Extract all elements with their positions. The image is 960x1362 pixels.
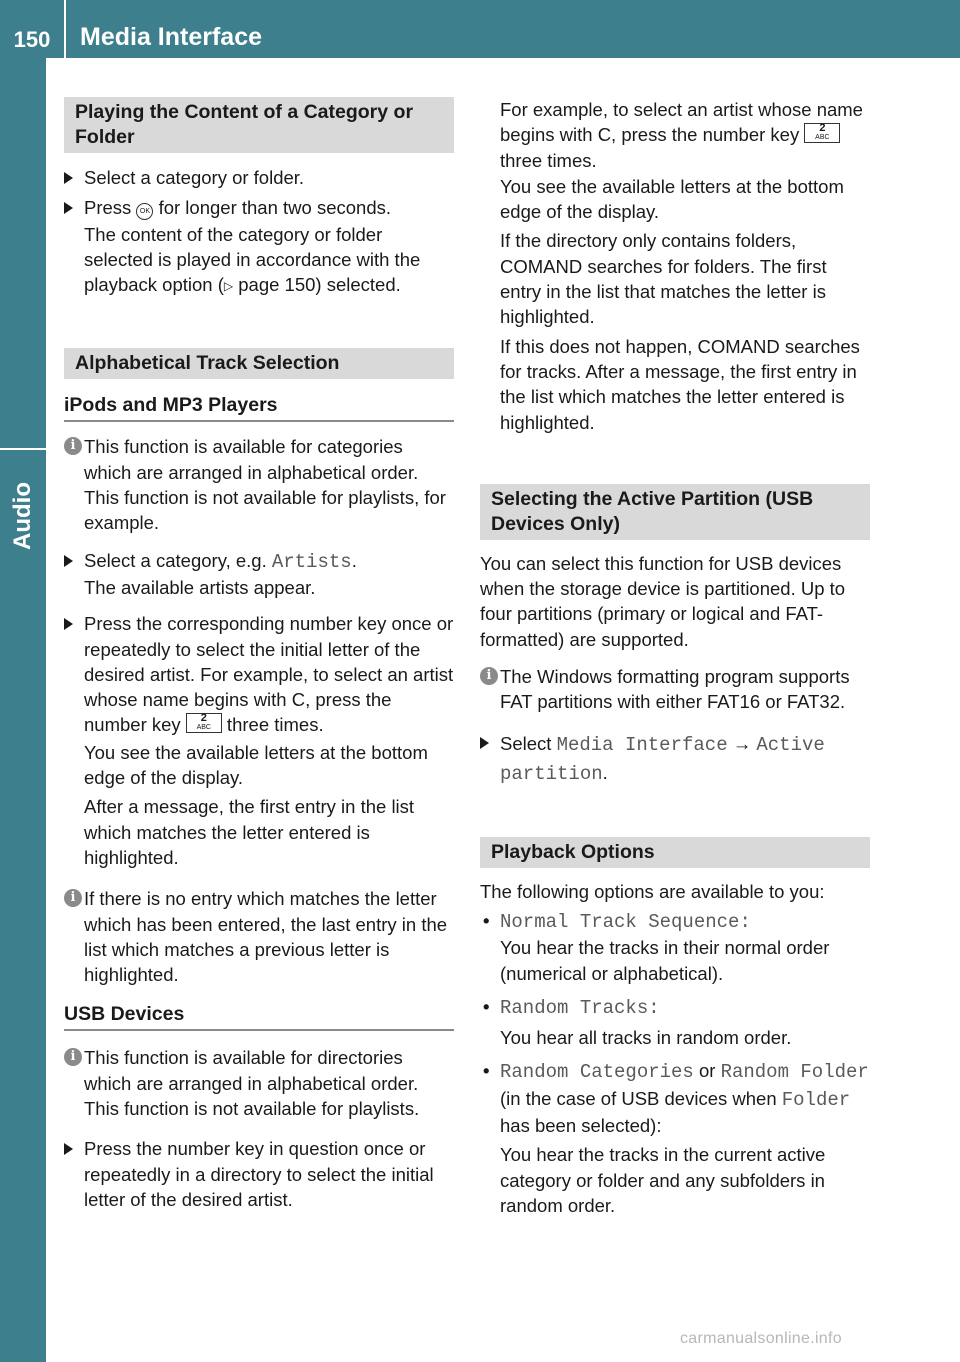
watermark: carmanualsonline.info bbox=[680, 1330, 842, 1347]
section-sidebar bbox=[0, 58, 46, 1362]
section-heading: Playback Options bbox=[480, 837, 870, 868]
paragraph: If the directory only contains folders, COMAND searches for folders. The first entry in the list that matches the letter is highlighted. bbox=[500, 230, 827, 328]
header-divider bbox=[64, 0, 66, 58]
info-icon: i bbox=[64, 437, 82, 455]
subheading: iPods and MP3 Players bbox=[64, 393, 454, 422]
bullet-icon: • bbox=[483, 1060, 490, 1082]
section-heading: Selecting the Active Partition (USB Devices Only) bbox=[480, 484, 870, 540]
chapter-title: Media Interface bbox=[80, 23, 263, 51]
left-column bbox=[64, 97, 454, 1212]
number-key-2-icon: 2 ABC bbox=[186, 713, 222, 733]
section-heading: Alphabetical Track Selection bbox=[64, 348, 454, 379]
list-item-description: You hear the tracks in the current active category or folder and any subfolders in random order. bbox=[500, 1144, 826, 1216]
list-item: • Random Tracks: bbox=[483, 995, 660, 1019]
step-arrow-icon bbox=[64, 1143, 73, 1155]
info-note: i This function is available for directories which are arranged in alphabetical order. This function is not available for playlists. bbox=[64, 1045, 454, 1121]
section-heading: Playing the Content of a Category or Folder bbox=[64, 97, 454, 153]
instruction-step: Select Media Interface → Active partition. bbox=[480, 730, 870, 788]
info-note: i The Windows formatting program supports FAT partitions with either FAT16 or FAT32. bbox=[480, 664, 870, 715]
step-result: You see the available letters at the bottom edge of the display. bbox=[84, 741, 428, 789]
paragraph: You see the available letters at the bottom edge of the display. bbox=[500, 175, 844, 223]
paragraph: If this does not happen, COMAND searches for tracks. After a message, the first entry in the list which matches the letter entered is highlighted. bbox=[500, 335, 860, 433]
step-arrow-icon bbox=[64, 172, 73, 184]
step-arrow-icon bbox=[64, 618, 73, 630]
sidebar-divider bbox=[0, 448, 46, 450]
paragraph: The following options are available to you: bbox=[480, 880, 825, 902]
instruction-step: Press the corresponding number key once or repeatedly to select the initial letter of the desired artist. For example, to select an artist whose name begins with C, press the number key 2 ABC three times. bbox=[64, 611, 454, 737]
section-tab-label: Audio bbox=[9, 482, 36, 550]
list-item: • Random Categories or Random Folder (in the case of USB devices when Folder has been selected): bbox=[483, 1060, 869, 1137]
bullet-icon: • bbox=[483, 995, 490, 1017]
step-arrow-icon bbox=[64, 202, 73, 214]
ok-button-icon: OK bbox=[136, 203, 153, 220]
info-icon: i bbox=[480, 667, 498, 685]
info-icon: i bbox=[64, 1048, 82, 1066]
instruction-step: Select a category or folder. bbox=[64, 165, 454, 190]
step-result: The content of the category or folder selected is played in accordance with the playback option (▷ page 150) selected. bbox=[84, 223, 421, 296]
step-arrow-icon bbox=[64, 555, 73, 567]
menu-item-code: Artists bbox=[271, 550, 352, 573]
right-column bbox=[480, 97, 870, 1218]
page-number: 150 bbox=[13, 27, 51, 52]
list-item: • Normal Track Sequence: bbox=[483, 909, 751, 933]
instruction-step: Press the number key in question once or repeatedly in a directory to select the initial letter of the desired artist. bbox=[64, 1136, 454, 1212]
page-ref-icon: ▷ bbox=[223, 279, 234, 294]
info-note: i If there is no entry which matches the letter which has been entered, the last entry in the list which matches a previous letter is highlighted. bbox=[64, 886, 454, 987]
paragraph: For example, to select an artist whose name begins with C, press the number key 2 ABC three times. bbox=[500, 99, 863, 171]
step-result: After a message, the first entry in the list which matches the letter entered is highlighted. bbox=[84, 796, 415, 868]
step-arrow-icon bbox=[480, 737, 489, 749]
menu-arrow-icon: → bbox=[732, 732, 752, 754]
subheading: USB Devices bbox=[64, 1002, 454, 1031]
info-icon: i bbox=[64, 889, 82, 907]
list-item-description: You hear the tracks in their normal order (numerical or alphabetical). bbox=[500, 937, 830, 984]
instruction-step: Select a category, e.g. Artists. bbox=[64, 548, 454, 575]
info-note: i This function is available for categories which are arranged in alphabetical order. This function is not available for playlists, for example. bbox=[64, 434, 454, 535]
paragraph: You can select this function for USB devices when the storage device is partitioned. Up to four partitions (primary or logical and FAT-formatted) are supported. bbox=[480, 552, 846, 650]
step-result: The available artists appear. bbox=[84, 576, 316, 598]
instruction-step: Press OK for longer than two seconds. bbox=[64, 195, 454, 220]
bullet-icon: • bbox=[483, 909, 490, 931]
list-item-description: You hear all tracks in random order. bbox=[500, 1027, 792, 1049]
number-key-2-icon: 2 ABC bbox=[804, 123, 840, 143]
